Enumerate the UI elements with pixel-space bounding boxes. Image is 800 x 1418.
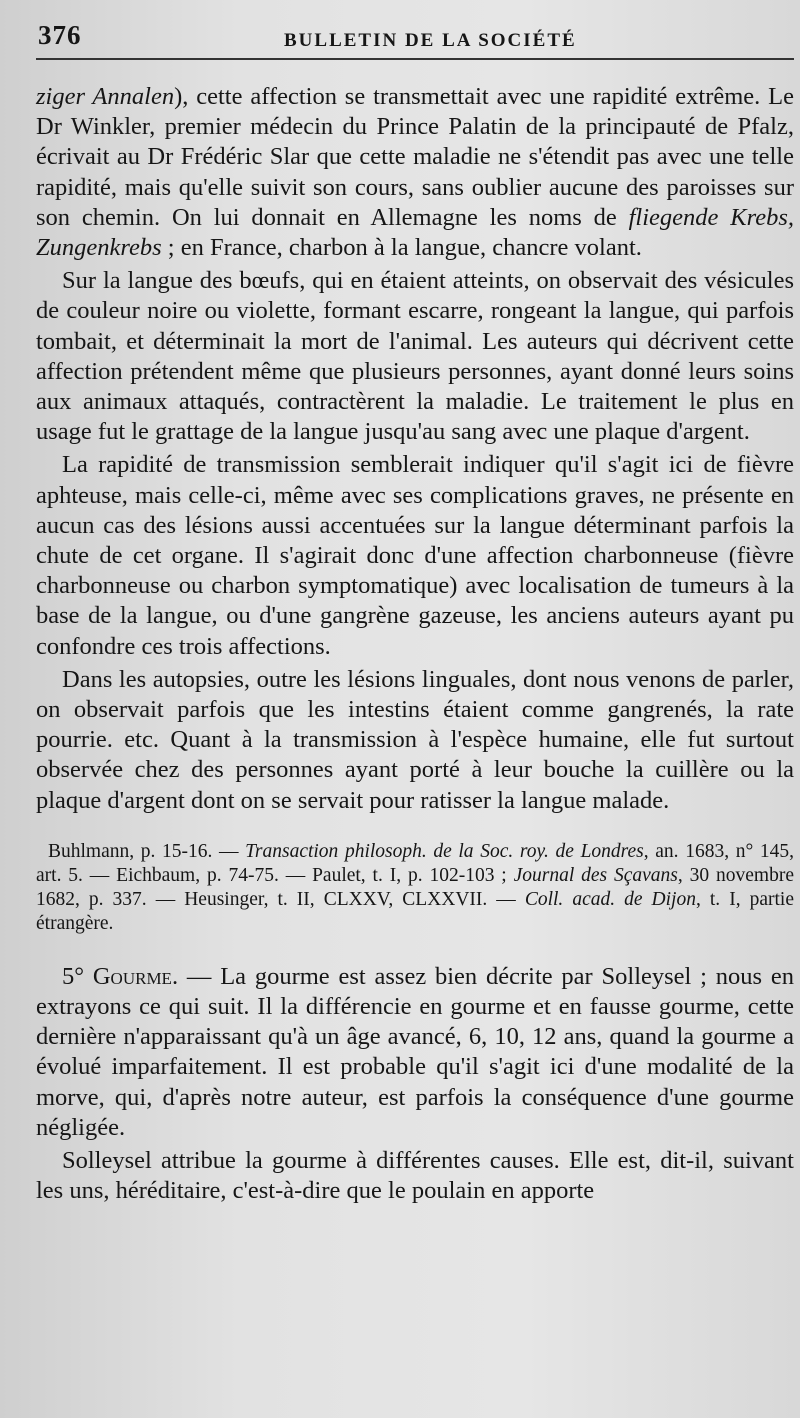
paragraph-2: Sur la langue des bœufs, qui en étaient atteints, on observait des vésicules de couleur noire ou violette, formant escarre, rongeant la langue, qui parfois tombait, et déterminait la mort de l'animal. Les auteurs qui décrivent cette affection prétendent même que plusieurs personnes, ayant donné leurs soins aux animaux attaqués, contractèrent la maladie. Le traitement le plus en usage fut le grattage de la langue jusqu'au sang avec une plaque d'argent.: [36, 267, 794, 446]
italic-term: ziger Annalen: [36, 83, 175, 110]
ref-title: Coll. acad. de Dijon: [524, 888, 696, 910]
ref-text: Buhlmann, p. 15-16. —: [48, 840, 246, 862]
ref-text: , 30 novembre 1682, p. 337. — Heusinger, t. II, CLXXV, CLXXVII. —: [36, 864, 794, 910]
section-title: Gourme: [92, 962, 172, 990]
paragraph-4: Dans les autopsies, outre les lésions linguales, dont nous venons de parler, on observait parfois que les intestins étaient comme gangrenés, la rate pourrie. etc. Quant à la transmission à l'espèce humaine, elle fut surtout observée chez des personnes ayant porté à leur bouche la cuillère ou la plaque d'argent dont on se servait pour ratisser la langue malade.: [36, 665, 794, 814]
page-header: [36, 14, 794, 60]
paragraph-3: La rapidité de transmission semblerait indiquer qu'il s'agit ici de fièvre aphteuse, mais celle-ci, même avec ses complications graves, ne présente en aucun cas des lésions aussi accentuées sur la langue déterminant parfois la chute de cet organe. Il s'agirait donc d'une affection charbonneuse (fièvre charbonneuse ou charbon symptomatique) avec localisation de tumeurs à la base de la langue, ou d'une gangrène gazeuse, les anciens auteurs ayant pu confondre ces trois affections.: [36, 451, 794, 660]
ref-title: Transaction philosoph. de la Soc. roy. de Londres: [245, 840, 644, 862]
page-number: 376: [38, 20, 82, 50]
paragraph-1-text-b: ; en France, charbon à la langue, chancre volant.: [161, 234, 642, 262]
italic-term: fliegende Krebs, Zungenkrebs: [36, 203, 794, 262]
paragraph-1: [36, 82, 794, 263]
references-block: [36, 840, 794, 936]
section-number: 5°: [62, 962, 93, 990]
paragraph-1-text-a: ), cette affection se transmettait avec une rapidité extrême. Le Dr Winkler, premier médecin du Prince Palatin de la principauté de Pfalz, écrivait au Dr Frédéric Slar que cette maladie ne s'étendit pas avec une telle rapidité, mais qu'elle suivit son cours, sans oublier aucune des paroisses sur son chemin. On lui donnait en Allemagne les noms de: [36, 83, 794, 231]
ref-text: , t. I, partie étrangère.: [36, 888, 794, 934]
paragraph-6: Solleysel attribue la gourme à différentes causes. Elle est, dit-il, suivant les uns, héréditaire, c'est-à-dire que le poulain en apporte: [36, 1147, 794, 1205]
references-text: [36, 840, 794, 936]
paragraph-5: [36, 962, 794, 1143]
ref-title: Journal des Sçavans: [513, 864, 678, 886]
running-head: BULLETIN DE LA SOCIÉTÉ: [284, 30, 577, 51]
ref-text: , an. 1683, n° 145, art. 5. — Eichbaum, p. 74-75. — Paulet, t. I, p. 102-103 ;: [36, 840, 794, 886]
paragraph-5-text: . — La gourme est assez bien décrite par Solleysel ; nous en extrayons ce qui suit. Il la différencie en gourme et en fausse gourme, cette dernière n'apparaissant qu'à un âge avancé, 6, 10, 12 ans, quand la gourme a évolué imparfaitement. Il est probable qu'il s'agit ici d'une modalité de la morve, qui, d'après notre auteur, est parfois la conséquence d'une gourme négligée.: [36, 962, 794, 1141]
